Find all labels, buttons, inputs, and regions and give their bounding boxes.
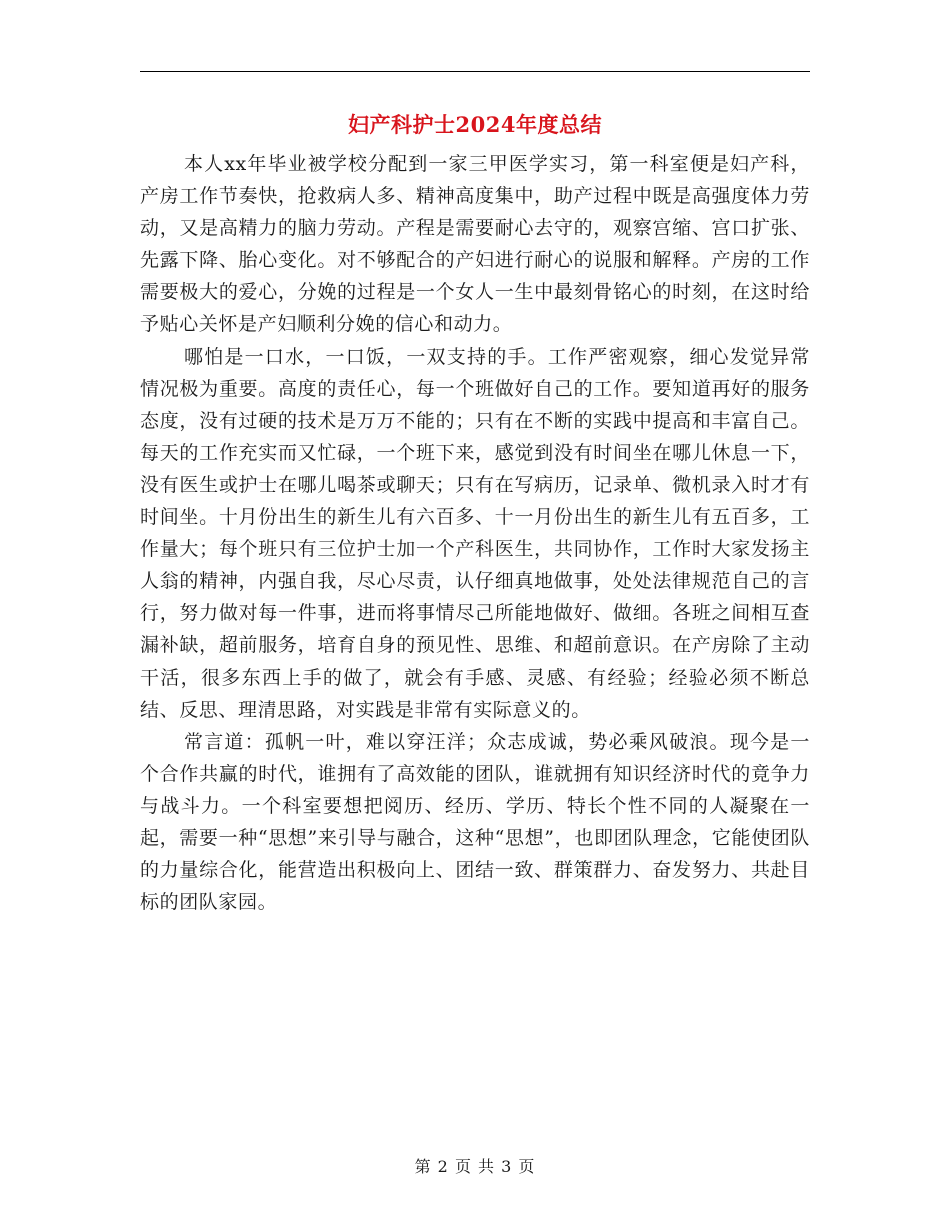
header-rule: [140, 71, 810, 72]
page-number-footer: 第 2 页 共 3 页: [414, 1157, 536, 1176]
paragraph-1: 本人xx年毕业被学校分配到一家三甲医学实习，第一科室便是妇产科，产房工作节奏快，抢救病人多、精神高度集中，助产过程中既是高强度体力劳动，又是高精力的脑力劳动。产程是需要耐心去守的，观察宫缩、宫口扩张、先露下降、胎心变化。对不够配合的产妇进行耐心的说服和解释。产房的工作需要极大的爱心，分娩的过程是一个女人一生中最刻骨铭心的时刻，在这时给予贴心关怀是产妇顺利分娩的信心和动力。: [140, 153, 810, 336]
document-title: 妇产科护士2024年度总结: [348, 112, 602, 137]
paragraph-2: 哪怕是一口水，一口饭，一双支持的手。工作严密观察，细心发觉异常情况极为重要。高度的责任心，每一个班做好自己的工作。要知道再好的服务态度，没有过硬的技术是万万不能的；只有在不断的实践中提高和丰富自己。每天的工作充实而又忙碌，一个班下来，感觉到没有时间坐在哪儿休息一下，没有医生或护士在哪儿喝茶或聊天；只有在写病历，记录单、微机录入时才有时间坐。十月份出生的新生儿有六百多、十一月份出生的新生儿有五百多，工作量大；每个班只有三位护士加一个产科医生，共同协作，工作时大家发扬主人翁的精神，内强自我，尽心尽责，认仔细真地做事，处处法律规范自己的言行，努力做对每一件事，进而将事情尽己所能地做好、做细。各班之间相互查漏补缺，超前服务，培育自身的预见性、思维、和超前意识。在产房除了主动干活，很多东西上手的做了，就会有手感、灵感、有经验；经验必须不断总结、反思、理清思路，对实践是非常有实际意义的。: [140, 345, 810, 721]
paragraph-3: 常言道：孤帆一叶，难以穿汪洋；众志成诚，势必乘风破浪。现今是一个合作共赢的时代，谁拥有了高效能的团队，谁就拥有知识经济时代的竟争力与战斗力。一个科室要想把阅历、经历、学历、特长个性不同的人凝聚在一起，需要一种“思想”来引导与融合，这种“思想”，也即团队理念，它能使团队的力量综合化，能营造出积极向上、团结一致、群策群力、奋发努力、共赴目标的团队家园。: [140, 730, 810, 914]
document-body: [140, 148, 810, 918]
